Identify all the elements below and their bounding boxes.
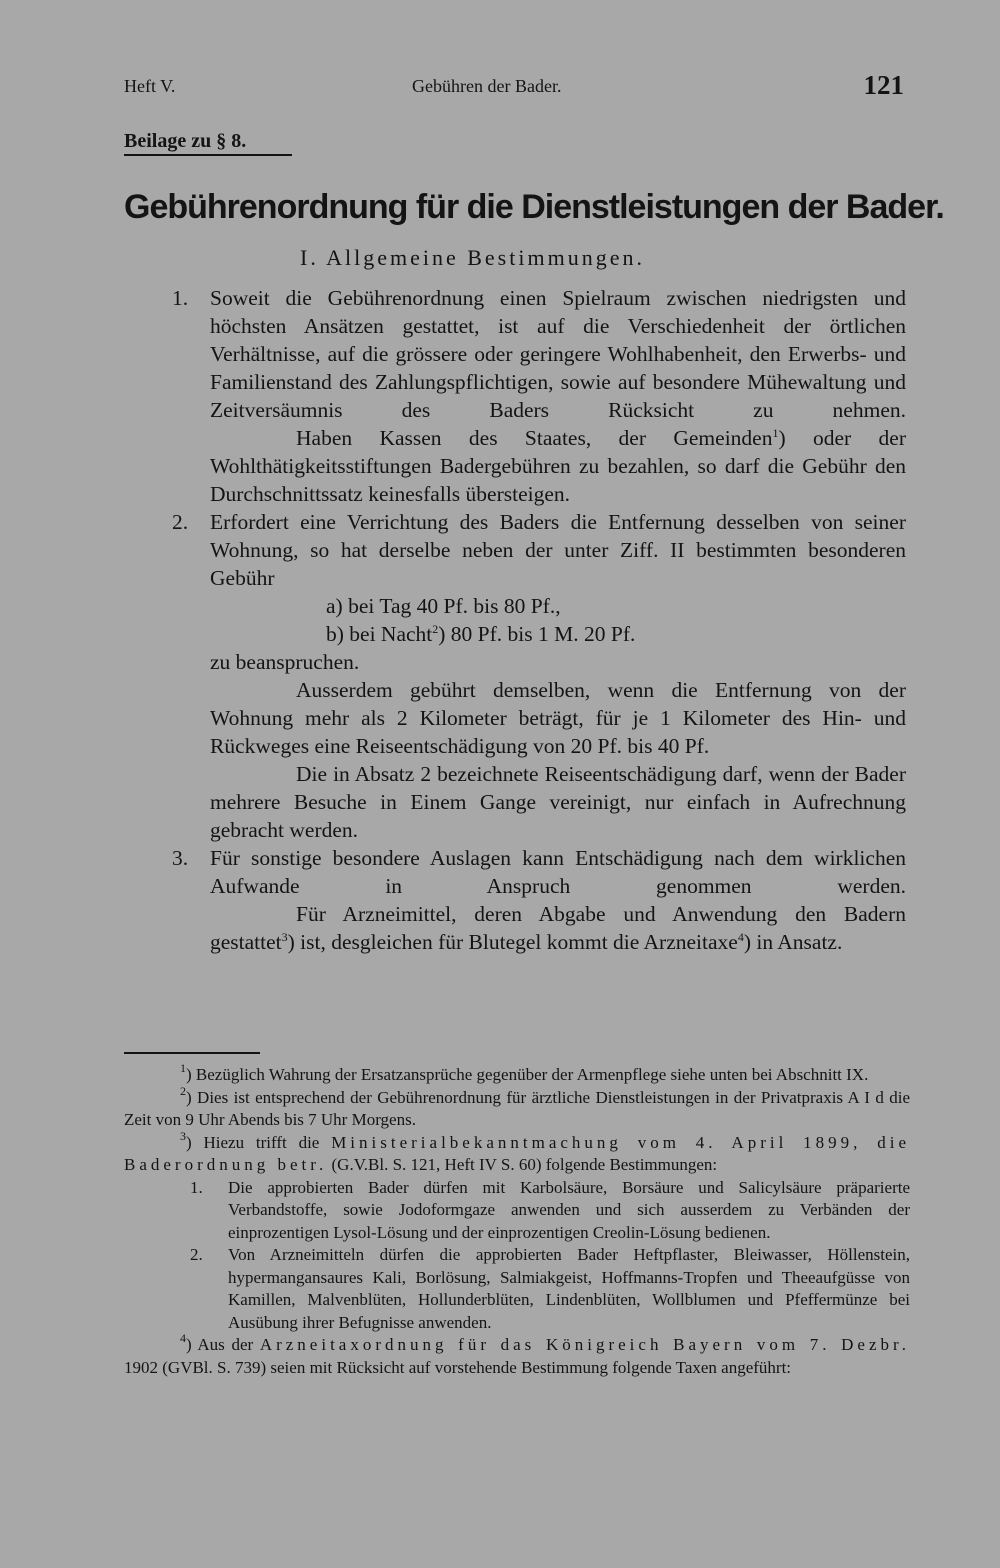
list-item-text: ) 80 Pf. bis 1 M. 20 Pf. bbox=[438, 622, 636, 646]
paragraph-number: 2. bbox=[172, 510, 189, 534]
footnote-ref: 1 bbox=[772, 426, 779, 440]
paragraph-text: Erfordert eine Verrichtung des Baders die Entfernung desselben von seiner Wohnung, so hat derselbe neben der unter Ziff. II bestimmten besonderen Gebühr bbox=[210, 510, 906, 590]
item-number: 2. bbox=[190, 1245, 203, 1264]
footnote-text: ) Bezüglich Wahrung der Ersatzansprüche gegenüber der Armenpflege siehe unten bei Abschnitt IX. bbox=[186, 1065, 869, 1084]
item-number: 1. bbox=[190, 1177, 203, 1197]
paragraph-1 bbox=[124, 284, 906, 424]
paragraph-2-continued bbox=[124, 676, 906, 760]
footnote-divider bbox=[124, 1052, 260, 1054]
paragraph-text: Ausserdem gebührt demselben, wenn die Entfernung von der Wohnung mehr als 2 Kilometer beträgt, für je 1 Kilometer des Hin- und Rückweges eine Reiseentschädigung von 20 Pf. bis 40 Pf. bbox=[210, 678, 906, 758]
page-title: Gebührenordnung für die Dienstleistungen der Bader. bbox=[124, 188, 944, 226]
footnote-3-item-1 bbox=[124, 1177, 910, 1245]
footnote-4 bbox=[124, 1331, 910, 1379]
paragraph-text: zu beanspruchen. bbox=[210, 650, 360, 674]
list-item-text: b) bei Nacht bbox=[326, 622, 433, 646]
list-item bbox=[124, 620, 906, 648]
paragraph-2-continued bbox=[124, 760, 906, 844]
list-item bbox=[124, 592, 906, 620]
page-number: 121 bbox=[863, 70, 904, 100]
paragraph-1-continued bbox=[124, 424, 906, 508]
footnotes bbox=[124, 1061, 910, 1379]
footnote-mark: 2 bbox=[180, 1083, 186, 1098]
paragraph-text: ) in Ansatz. bbox=[743, 930, 843, 954]
header-volume: Heft V. bbox=[124, 76, 176, 96]
footnote-ref: 2 bbox=[432, 622, 439, 636]
footnote-text: (G.V.Bl. S. 121, Heft IV S. 60) folgende Bestimmungen: bbox=[327, 1155, 718, 1174]
footnote-3-item-2 bbox=[124, 1244, 910, 1334]
footnote-emphasis: Arzneitaxordnung für das Königreich Bayern vom 7. Dezbr. bbox=[259, 1335, 910, 1354]
section-heading: I. Allgemeine Bestimmungen. bbox=[300, 245, 645, 270]
footnote-text: ) Hiezu trifft die bbox=[186, 1132, 332, 1152]
paragraph-2 bbox=[124, 508, 906, 592]
footnote-text: ) Aus der bbox=[186, 1335, 260, 1354]
paragraph-text: Für sonstige besondere Auslagen kann Entschädigung nach dem wirklichen Aufwande in Anspruch genommen werden. bbox=[210, 846, 906, 898]
paragraph-text-line bbox=[124, 648, 906, 676]
item-text: Von Arzneimitteln dürfen die approbierten Bader Heftpflaster, Bleiwasser, Höllenstein, hypermangansaures Kali, Borlösung, Salmiakgeist, Hoffmanns-Tropfen und Theeaufgüsse von Kamillen, Malvenblüten, Hollunderblüten, Lindenblüten, Wollblumen und Pfeffermünze bei Ausübung ihrer Befugnisse anwenden. bbox=[228, 1245, 910, 1332]
footnote-emphasis: Ministerialbekanntmachung vom 4. April 1899, die Baderordnung betr. bbox=[124, 1132, 910, 1174]
paragraph-text: ) ist, desgleichen für Blutegel kommt die Arzneitaxe bbox=[287, 930, 738, 954]
footnote-mark: 3 bbox=[180, 1128, 186, 1143]
footnote-2 bbox=[124, 1083, 910, 1132]
paragraph-number: 1. bbox=[172, 286, 189, 310]
paragraph-text: ) oder der Wohlthätigkeitsstiftungen Badergebühren zu bezahlen, so darf die Gebühr den Durchschnittssatz keinesfalls übersteigen. bbox=[210, 426, 906, 506]
footnote-ref: 3 bbox=[281, 930, 288, 944]
body-text bbox=[124, 284, 906, 956]
footnote-text: ) Dies ist entsprechend der Gebührenordnung für ärztliche Dienstleistungen in der Privatpraxis A I d die Zeit von 9 Uhr Abends bis 7 Uhr Morgens. bbox=[124, 1087, 910, 1129]
item-text: Die approbierten Bader dürfen mit Karbolsäure, Borsäure und Salicylsäure präparierte Verbandstoffe, sowie Jodoformgaze anwenden und sich ausserdem zu Verbänden der einprozentigen Lysol-Lösung und der einprozentigen Creolin-Lösung bedienen. bbox=[228, 1177, 910, 1242]
footnote-3 bbox=[124, 1128, 910, 1177]
paragraph-text: Die in Absatz 2 bezeichnete Reiseentschädigung darf, wenn der Bader mehrere Besuche in Einem Gange vereinigt, nur einfach in Aufrechnung gebracht werden. bbox=[210, 762, 906, 842]
paragraph-3 bbox=[124, 844, 906, 900]
paragraph-number: 3. bbox=[172, 846, 189, 870]
header-title: Gebühren der Bader. bbox=[412, 76, 562, 96]
appendix-label: Beilage zu § 8. bbox=[124, 130, 292, 156]
running-header bbox=[124, 70, 906, 106]
paragraph-text: Soweit die Gebührenordnung einen Spielraum zwischen niedrigsten und höchsten Ansätzen gestattet, ist auf die Verschiedenheit der örtlichen Verhältnisse, auf die grössere oder geringere Wohlhabenheit, den Erwerbs- und Familienstand des Zahlungspflichtigen, sowie auf besondere Mühewaltung und Zeitversäumnis des Baders Rücksicht zu nehmen. bbox=[210, 286, 906, 422]
paragraph-text: Haben Kassen des Staates, der Gemeinden bbox=[296, 426, 773, 450]
footnote-mark: 1 bbox=[180, 1061, 186, 1075]
footnote-mark: 4 bbox=[180, 1331, 186, 1345]
list-item-text: a) bei Tag 40 Pf. bis 80 Pf., bbox=[326, 594, 561, 618]
paragraph-text: Für Arzneimittel, deren Abgabe und Anwendung den Badern gestattet bbox=[210, 902, 906, 954]
footnote-text: 1902 (GVBl. S. 739) seien mit Rücksicht auf vorstehende Bestimmung folgende Taxen angeführt: bbox=[124, 1357, 792, 1377]
footnote-ref: 4 bbox=[737, 930, 744, 944]
footnote-1 bbox=[124, 1061, 910, 1087]
paragraph-3-continued bbox=[124, 900, 906, 956]
